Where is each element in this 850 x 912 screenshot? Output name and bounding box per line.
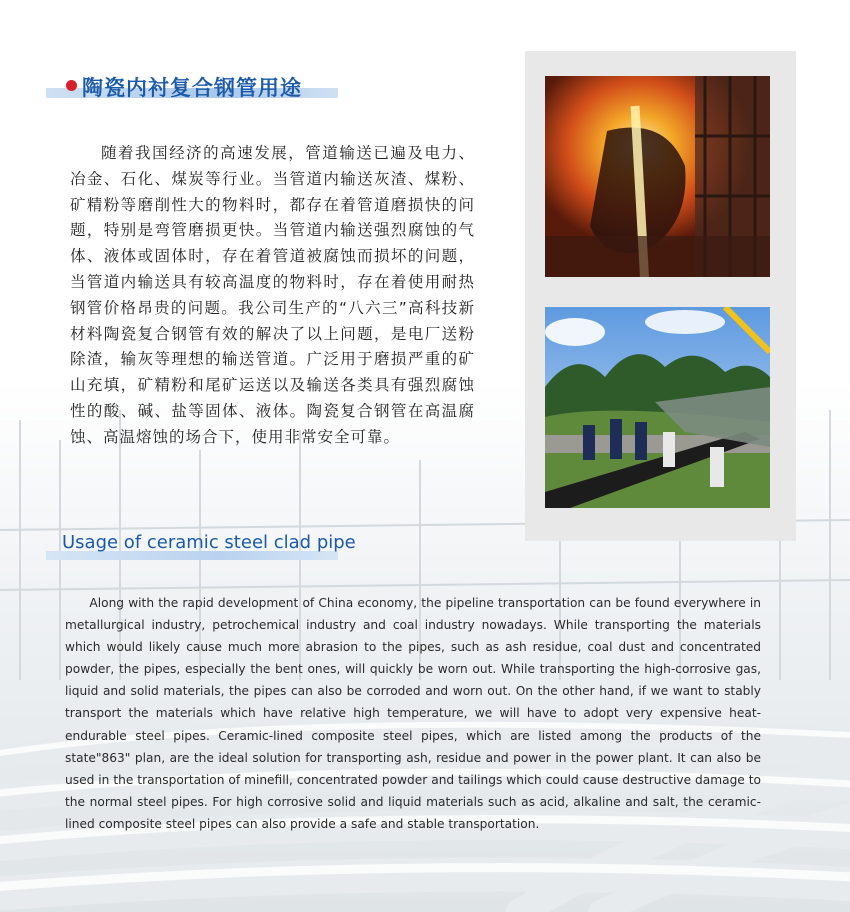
en-section-heading: [46, 532, 356, 562]
cn-section-heading: [46, 72, 338, 102]
molten-metal-furnace-photo: [545, 76, 770, 277]
pipeline-installation-site-photo: [545, 307, 770, 508]
photo-panel: [525, 51, 796, 541]
en-section-title: Usage of ceramic steel clad pipe: [62, 532, 356, 553]
en-body-paragraph: Along with the rapid development of China economy, the pipeline transportation can be found everywhere in metallurgical industry, petrochemical industry and coal industry nowadays. While transporting the materials which would likely cause much more abrasion to the pipes, such as ash residue, coal dust and concentrated powder, the pipes, especially the bent ones, will quickly be worn out. While transporting the high-corrosive gas, liquid and solid materials, the pipes can also be corroded and worn out. On the other hand, if we want to stably transport the materials which have relative high temperature, we will have to adopt very expensive heat-endurable steel pipes. Ceramic-lined composite steel pipes, which are listed among the products of the state"863" plan, are the ideal solution for transporting ash, residue and power in the power plant. It can also be used in the transportation of minefill, concentrated powder and tailings which could cause destructive damage to the normal steel pipes. For high corrosive solid and liquid materials such as acid, alkaline and salt, the ceramic-lined composite steel pipes can also provide a safe and stable transportation.: [65, 596, 761, 831]
cn-section-title: 陶瓷内衬复合钢管用途: [82, 76, 302, 100]
red-bullet-icon: [66, 80, 77, 91]
cn-body-paragraph: 随着我国经济的高速发展，管道输送已遍及电力、冶金、石化、煤炭等行业。当管道内输送灰渣、煤粉、矿精粉等磨削性大的物料时，都存在着管道磨损快的问题，特别是弯管磨损更快。当管道内输送强烈腐蚀的气体、液体或固体时，存在着管道被腐蚀而损坏的问题，当管道内输送具有较高温度的物料时，存在着使用耐热钢管价格昂贵的问题。我公司生产的“八六三”高科技新材料陶瓷复合钢管有效的解决了以上问题，是电厂送粉除渣，输灰等理想的输送管道。广泛用于磨损严重的矿山充填，矿精粉和尾矿运送以及输送各类具有强烈腐蚀性的酸、碱、盐等固体、液体。陶瓷复合钢管在高温腐蚀、高温熔蚀的场合下，使用非常安全可靠。: [70, 144, 475, 446]
